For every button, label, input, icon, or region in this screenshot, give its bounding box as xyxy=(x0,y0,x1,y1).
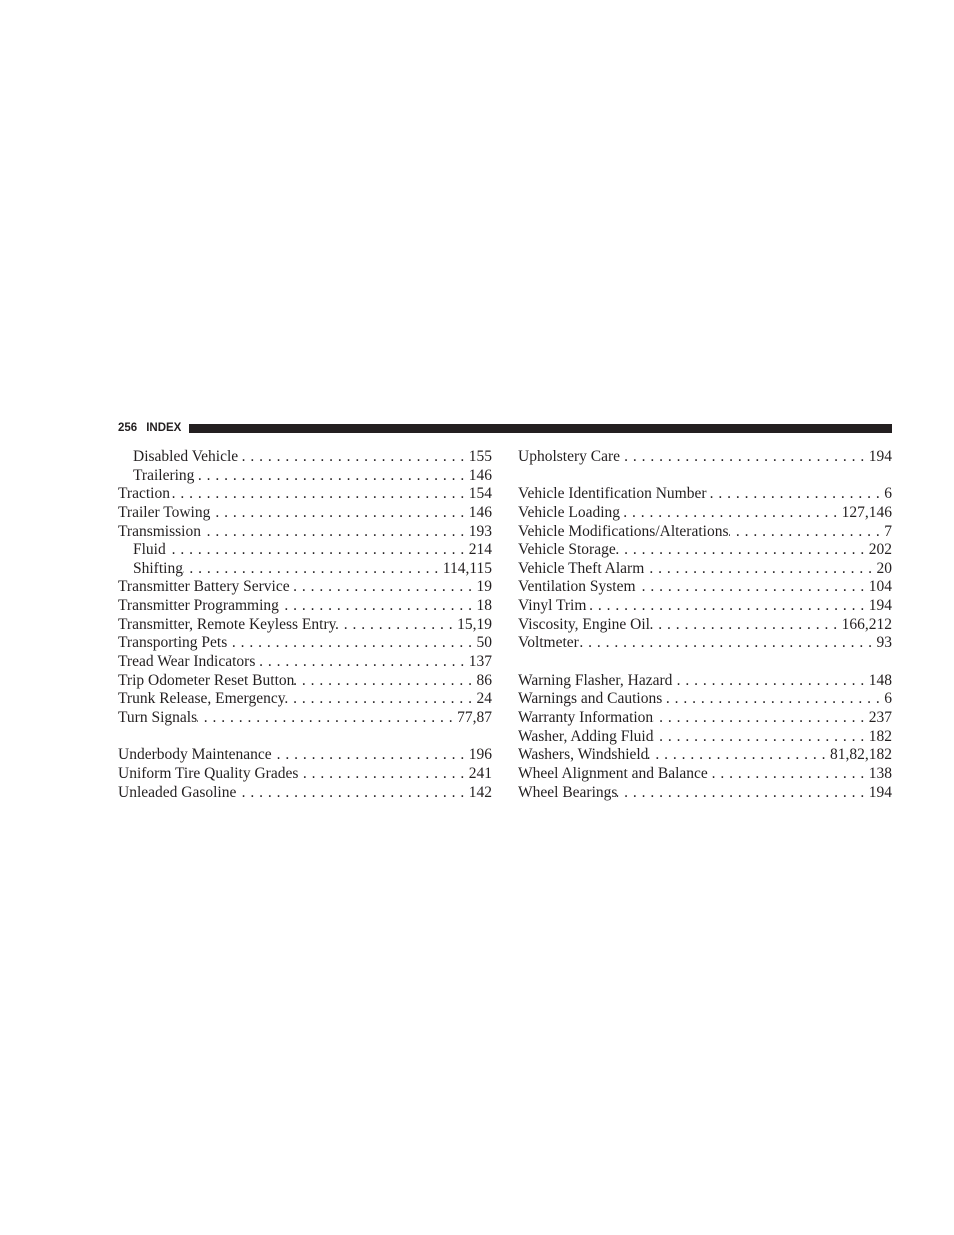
dot-leader xyxy=(620,504,842,523)
dot-leader xyxy=(166,541,469,560)
index-entry xyxy=(118,653,492,672)
page-reference: 20 xyxy=(876,559,892,577)
page-reference: 137 xyxy=(468,653,492,671)
index-entry xyxy=(118,784,492,803)
dot-leader xyxy=(708,765,869,784)
page-reference: 86 xyxy=(476,671,492,689)
index-entry xyxy=(118,709,492,728)
dot-leader xyxy=(650,616,842,635)
index-term: Turn Signals xyxy=(118,708,198,726)
dot-leader xyxy=(579,634,877,653)
index-term: Vinyl Trim xyxy=(518,597,587,615)
page-reference: 6 xyxy=(884,485,892,503)
index-entry xyxy=(118,765,492,784)
dot-leader xyxy=(170,485,469,504)
page-reference: 196 xyxy=(468,746,492,764)
index-term: Traction xyxy=(118,485,170,503)
index-entry xyxy=(518,690,892,709)
dot-leader xyxy=(672,672,868,691)
page-reference: 104 xyxy=(868,578,892,596)
dot-leader xyxy=(648,746,830,765)
letter-group-gap xyxy=(118,728,492,747)
index-entry xyxy=(518,672,892,691)
dot-leader xyxy=(729,523,885,542)
index-entry xyxy=(518,578,892,597)
page-reference: 241 xyxy=(468,764,492,782)
page-reference: 166,212 xyxy=(841,615,892,633)
index-entry xyxy=(118,504,492,523)
index-entry xyxy=(518,504,892,523)
page-reference: 202 xyxy=(868,541,892,559)
dot-leader xyxy=(238,448,469,467)
page-reference: 182 xyxy=(868,727,892,745)
index-term: Vehicle Storage xyxy=(518,541,616,559)
page-reference: 146 xyxy=(468,466,492,484)
page-reference: 148 xyxy=(868,671,892,689)
index-term: Wheel Bearings xyxy=(518,783,618,801)
dot-leader xyxy=(290,578,477,597)
dot-leader xyxy=(294,672,476,691)
index-column-left xyxy=(118,448,492,802)
index-term: Trailering xyxy=(133,466,195,484)
index-subentry xyxy=(118,467,492,486)
letter-group-gap xyxy=(518,653,892,672)
index-term: Washer, Adding Fluid xyxy=(518,727,654,745)
index-term: Underbody Maintenance xyxy=(118,746,272,764)
page-reference: 81,82,182 xyxy=(830,746,892,764)
index-term: Transporting Pets xyxy=(118,634,228,652)
dot-leader xyxy=(255,653,468,672)
dot-leader xyxy=(279,597,477,616)
dot-leader xyxy=(653,709,869,728)
index-term: Voltmeter xyxy=(518,634,579,652)
index-entry xyxy=(518,746,892,765)
index-term: Unleaded Gasoline xyxy=(118,783,237,801)
page-reference: 50 xyxy=(476,634,492,652)
dot-leader xyxy=(586,597,868,616)
index-subentry xyxy=(118,541,492,560)
index-entry xyxy=(518,560,892,579)
dot-leader xyxy=(644,560,876,579)
index-term: Fluid xyxy=(133,541,166,559)
page-reference: 194 xyxy=(868,448,892,465)
index-entry xyxy=(118,672,492,691)
header-rule xyxy=(189,424,892,433)
page-reference: 194 xyxy=(868,597,892,615)
index-entry xyxy=(118,746,492,765)
index-term: Vehicle Identification Number xyxy=(518,485,707,503)
index-entry xyxy=(518,634,892,653)
index-entry xyxy=(518,616,892,635)
dot-leader xyxy=(197,709,457,728)
dot-leader xyxy=(227,634,476,653)
index-entry xyxy=(518,728,892,747)
dot-leader xyxy=(620,448,869,467)
page-reference: 146 xyxy=(468,503,492,521)
dot-leader xyxy=(636,578,869,597)
index-entry xyxy=(518,448,892,467)
page-reference: 193 xyxy=(468,522,492,540)
dot-leader xyxy=(272,746,469,765)
index-entry xyxy=(518,765,892,784)
index-entry xyxy=(518,597,892,616)
page-reference: 77,87 xyxy=(457,708,492,726)
index-entry xyxy=(518,523,892,542)
index-subentry xyxy=(118,560,492,579)
index-term: Transmitter Battery Service xyxy=(118,578,290,596)
index-term: Transmitter Programming xyxy=(118,597,279,615)
index-term: Viscosity, Engine Oil xyxy=(518,615,650,633)
index-entry xyxy=(118,634,492,653)
index-column-right xyxy=(518,448,892,802)
page-reference: 127,146 xyxy=(841,503,892,521)
index-entry xyxy=(118,616,492,635)
page-reference: 194 xyxy=(868,783,892,801)
dot-leader xyxy=(616,541,869,560)
index-term: Trunk Release, Emergency xyxy=(118,690,286,708)
index-entry xyxy=(118,578,492,597)
page-reference: 155 xyxy=(468,448,492,465)
index-entry xyxy=(118,523,492,542)
page-reference: 237 xyxy=(868,708,892,726)
page-reference: 15,19 xyxy=(457,615,492,633)
index-term: Vehicle Loading xyxy=(518,503,621,521)
dot-leader xyxy=(298,765,468,784)
index-entry xyxy=(118,690,492,709)
page-reference: 154 xyxy=(468,485,492,503)
index-entry xyxy=(118,485,492,504)
index-term: Trailer Towing xyxy=(118,503,211,521)
dot-leader xyxy=(194,467,468,486)
dot-leader xyxy=(707,485,885,504)
index-subentry xyxy=(118,448,492,467)
page-reference: 7 xyxy=(884,522,892,540)
index-term: Warnings and Cautions xyxy=(518,690,663,708)
index-term: Tread Wear Indicators xyxy=(118,653,256,671)
index-term: Washers, Windshield xyxy=(518,746,649,764)
index-term: Wheel Alignment and Balance xyxy=(518,764,708,782)
dot-leader xyxy=(662,690,884,709)
index-term: Uniform Tire Quality Grades xyxy=(118,764,299,782)
index-entry xyxy=(518,541,892,560)
page-reference: 6 xyxy=(884,690,892,708)
index-term: Vehicle Theft Alarm xyxy=(518,559,645,577)
page-number: 256 xyxy=(118,422,138,434)
index-term: Vehicle Modifications/Alterations xyxy=(518,522,729,540)
page-header xyxy=(118,420,892,436)
dot-leader xyxy=(336,616,457,635)
dot-leader xyxy=(653,728,868,747)
letter-group-gap xyxy=(518,467,892,486)
section-title: INDEX xyxy=(146,422,182,434)
index-entry xyxy=(518,485,892,504)
dot-leader xyxy=(285,690,476,709)
page-reference: 142 xyxy=(468,783,492,801)
index-term: Shifting xyxy=(133,559,183,577)
page-reference: 214 xyxy=(468,541,492,559)
index-term: Trip Odometer Reset Button xyxy=(118,671,295,689)
page-reference: 138 xyxy=(868,764,892,782)
page-reference: 19 xyxy=(476,578,492,596)
page-reference: 114,115 xyxy=(442,559,492,577)
dot-leader xyxy=(236,784,468,803)
page-reference: 18 xyxy=(476,597,492,615)
index-entry xyxy=(518,709,892,728)
index-term: Transmitter, Remote Keyless Entry xyxy=(118,615,337,633)
index-entry xyxy=(118,597,492,616)
index-term: Disabled Vehicle xyxy=(133,448,239,465)
index-term: Warranty Information xyxy=(518,708,654,726)
index-term: Warning Flasher, Hazard xyxy=(518,671,673,689)
dot-leader xyxy=(210,504,468,523)
dot-leader xyxy=(201,523,469,542)
index-entry xyxy=(518,784,892,803)
index-term: Transmission xyxy=(118,522,201,540)
index-term: Ventilation System xyxy=(518,578,636,596)
page-reference: 24 xyxy=(476,690,492,708)
dot-leader xyxy=(617,784,868,803)
page-reference: 93 xyxy=(876,634,892,652)
index-term: Upholstery Care xyxy=(518,448,621,465)
dot-leader xyxy=(183,560,443,579)
